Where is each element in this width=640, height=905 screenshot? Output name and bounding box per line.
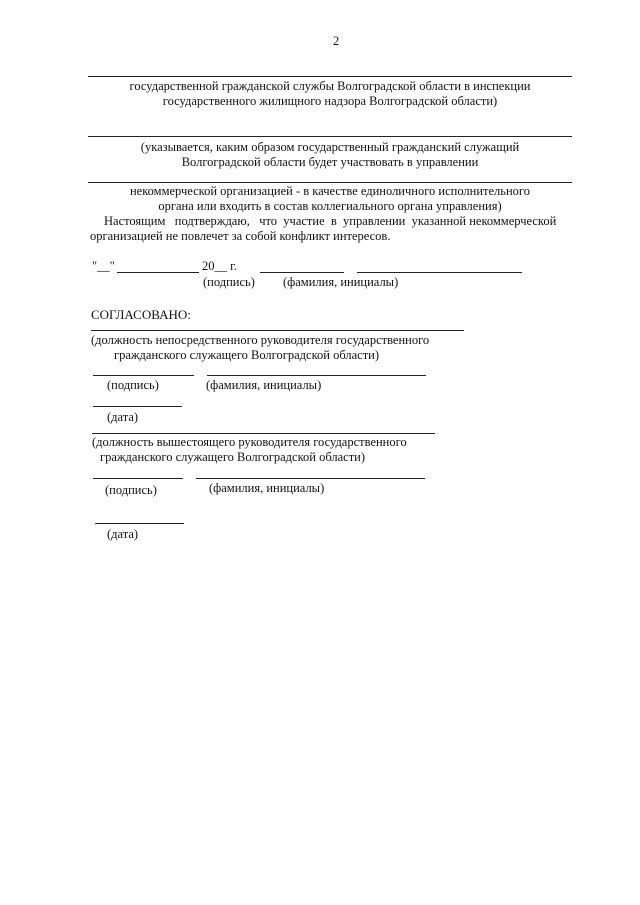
fill-line [88,136,572,137]
block2-line4: органа или входить в состав коллегиального органа управления) [158,199,502,213]
position-line [92,433,435,434]
block2-line2: Волгоградской области будет участвовать в управлении [181,155,479,169]
senior-signature-label: (подпись) [105,483,157,497]
date-line [93,406,182,407]
block2-line3: некоммерческой организацией - в качестве единоличного исполнительного [129,184,530,198]
signature-line [93,375,194,376]
date-line [95,523,184,524]
direct-manager-line1: (должность непосредственного руководителя государственного [91,333,430,347]
signature-line [260,272,344,273]
block2-line1: (указывается, каким образом государственный гражданский служащий [140,140,520,154]
agreed-heading: СОГЛАСОВАНО: [91,307,191,322]
senior-manager-line1: (должность вышестоящего руководителя государственного [92,435,407,449]
signature-line [93,478,183,479]
fill-line [88,182,572,183]
block1-line2: государственного жилищного надзора Волгоградской области) [162,94,498,108]
fill-line [88,76,572,77]
direct-name-label: (фамилия, инициалы) [206,378,322,392]
day-quote: "__" [92,259,115,273]
month-line [117,272,199,273]
page-number: 2 [333,34,340,48]
year-field: 20__ г. [202,259,237,273]
name-label: (фамилия, инициалы) [283,275,399,289]
direct-signature-label: (подпись) [107,378,159,392]
name-line [207,375,426,376]
senior-date-label: (дата) [107,527,139,541]
confirmation-line2: организацией не повлечет за собой конфликт интересов. [90,229,391,243]
signature-label: (подпись) [203,275,255,289]
name-line [357,272,522,273]
position-line [91,330,464,331]
confirmation-line1: Настоящим подтверждаю, что участие в управлении указанной некоммерческой [104,214,557,228]
senior-name-label: (фамилия, инициалы) [209,481,325,495]
direct-manager-line2: гражданского служащего Волгоградской области) [114,348,380,362]
name-line [196,478,425,479]
block1-line1: государственной гражданской службы Волгоградской области в инспекции [129,79,531,93]
senior-manager-line2: гражданского служащего Волгоградской области) [100,450,366,464]
direct-date-label: (дата) [107,410,139,424]
